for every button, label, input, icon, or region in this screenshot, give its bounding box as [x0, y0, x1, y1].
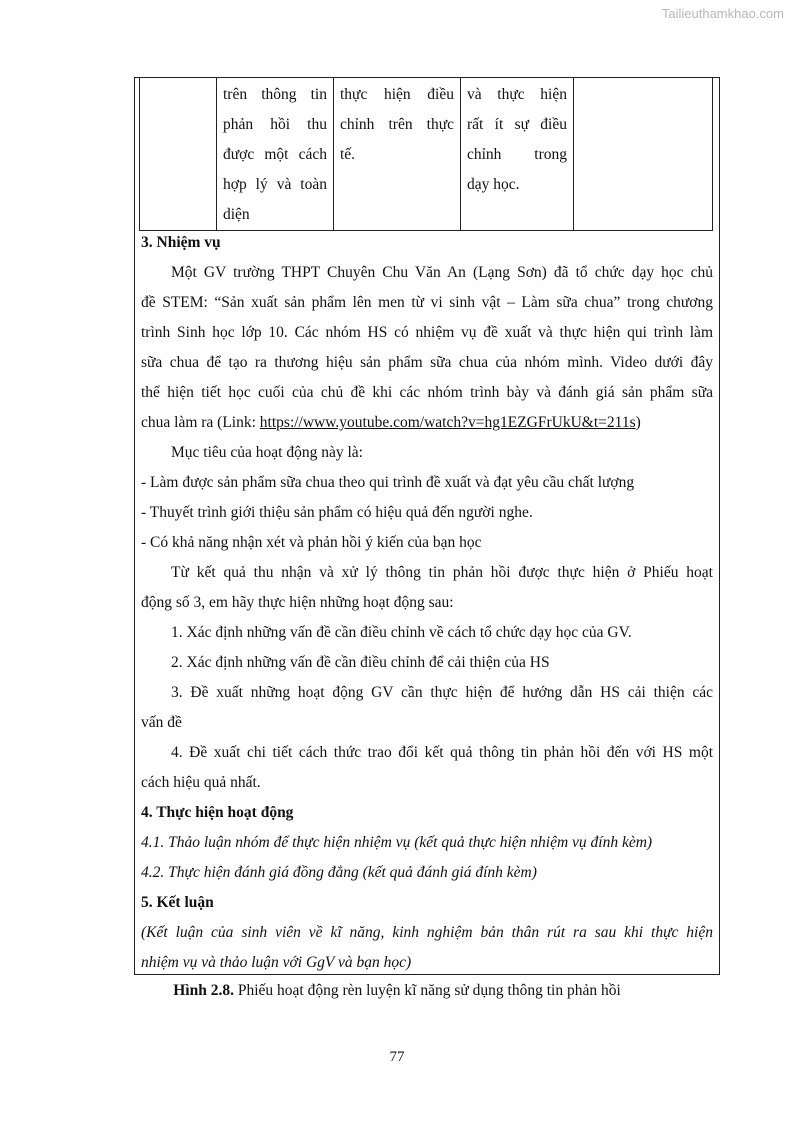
table-cell-3	[334, 78, 461, 231]
cell-line: hợp lý và toàn	[223, 176, 327, 193]
paragraph-line: đề STEM: “Sản xuất sản phẩm lên men từ vi sinh vật – Làm sữa chua” trong chương	[141, 294, 713, 311]
cell-line: rất ít sự điều	[467, 116, 567, 133]
task-item: 1. Xác định những vấn đề cần điều chỉnh về cách tổ chức dạy học của GV.	[171, 624, 632, 641]
video-link[interactable]: https://www.youtube.com/watch?v=hg1EZGFrUkU&t=211s	[259, 414, 636, 431]
cell-line: tế.	[340, 146, 356, 163]
task-description	[141, 258, 713, 438]
table-cell-4	[461, 78, 574, 231]
activity-item: 4.1. Thảo luận nhóm để thực hiện nhiệm vụ (kết quả thực hiện nhiệm vụ đính kèm)	[141, 834, 653, 851]
cell-line: được một cách	[223, 146, 327, 163]
goal-item: - Có khả năng nhận xét và phản hồi ý kiến của bạn học	[141, 534, 482, 551]
cell-line: diện	[223, 206, 250, 223]
section-heading-task: 3. Nhiệm vụ	[141, 234, 221, 251]
cell-line: chỉnh trong	[467, 146, 567, 163]
link-suffix: )	[635, 414, 641, 431]
goal-item: - Làm được sản phẩm sữa chua theo qui trình đề xuất và đạt yêu cầu chất lượng	[141, 474, 635, 491]
paragraph-line: sữa chua để tạo ra thương hiệu sản phẩm sữa chua của nhóm mình. Video dưới đây	[141, 354, 713, 371]
task-item: 3. Đề xuất những hoạt động GV cần thực hiện để hướng dẫn HS cải thiện các	[171, 684, 713, 701]
cell-line: phản hồi thu	[223, 116, 327, 133]
criteria-table	[139, 78, 713, 231]
section-heading-conclusion: 5. Kết luận	[141, 894, 214, 911]
page-number: 77	[389, 1049, 405, 1065]
figure-caption-text: Phiếu hoạt động rèn luyện kĩ năng sử dụng thông tin phản hồi	[233, 982, 621, 999]
paragraph-line: trình Sinh học lớp 10. Các nhóm HS có nhiệm vụ đề xuất và thực hiện qui trình làm	[141, 324, 713, 341]
paragraph-line: thể hiện tiết học cuối của chủ đề khi các nhóm trình bày và đánh giá sản phẩm sữa	[141, 384, 713, 401]
conclusion-note-line: (Kết luận của sinh viên về kĩ năng, kinh nghiệm bản thân rút ra sau khi thực hiện	[141, 924, 713, 941]
paragraph-line	[141, 408, 713, 438]
conclusion-note-line: nhiệm vụ và thảo luận với GgV và bạn học)	[141, 954, 412, 971]
link-prefix: chua làm ra (Link:	[141, 414, 260, 431]
cell-line: thực hiện điều	[340, 86, 454, 103]
table-cell-1	[140, 78, 217, 231]
table-row	[140, 78, 713, 231]
section-heading-activity: 4. Thực hiện hoạt động	[141, 804, 294, 821]
task-item-continued: cách hiệu quả nhất.	[141, 774, 261, 791]
cell-line: dạy học.	[467, 176, 520, 193]
paragraph-line: Một GV trường THPT Chuyên Chu Văn An (Lạng Sơn) đã tổ chức dạy học chủ	[171, 264, 713, 281]
goal-item: - Thuyết trình giới thiệu sản phẩm có hiệu quả đến người nghe.	[141, 504, 533, 521]
figure-label: Hình 2.8.	[173, 982, 234, 999]
cell-line: trên thông tin	[223, 86, 327, 103]
activity-sheet-frame	[134, 77, 720, 975]
goals-intro: Mục tiêu của hoạt động này là:	[171, 444, 363, 461]
task-intro-line: Từ kết quả thu nhận và xử lý thông tin phản hồi được thực hiện ở Phiếu hoạt	[171, 564, 713, 581]
figure-caption	[0, 982, 794, 1000]
table-cell-5	[574, 78, 713, 231]
cell-line: chỉnh trên thực	[340, 116, 454, 133]
task-item: 2. Xác định những vấn đề cần điều chỉnh để cải thiện của HS	[171, 654, 550, 671]
table-cell-2	[217, 78, 334, 231]
cell-line: và thực hiện	[467, 86, 567, 103]
watermark: Tailieuthamkhao.com	[661, 6, 784, 21]
task-item: 4. Đề xuất chi tiết cách thức trao đổi kết quả thông tin phản hồi đến với HS một	[171, 744, 713, 761]
task-intro-line: động số 3, em hãy thực hiện những hoạt động sau:	[141, 594, 454, 611]
sheet-content	[141, 228, 713, 978]
activity-item: 4.2. Thực hiện đánh giá đồng đẳng (kết quả đánh giá đính kèm)	[141, 864, 537, 881]
task-item-continued: vấn đề	[141, 714, 182, 731]
